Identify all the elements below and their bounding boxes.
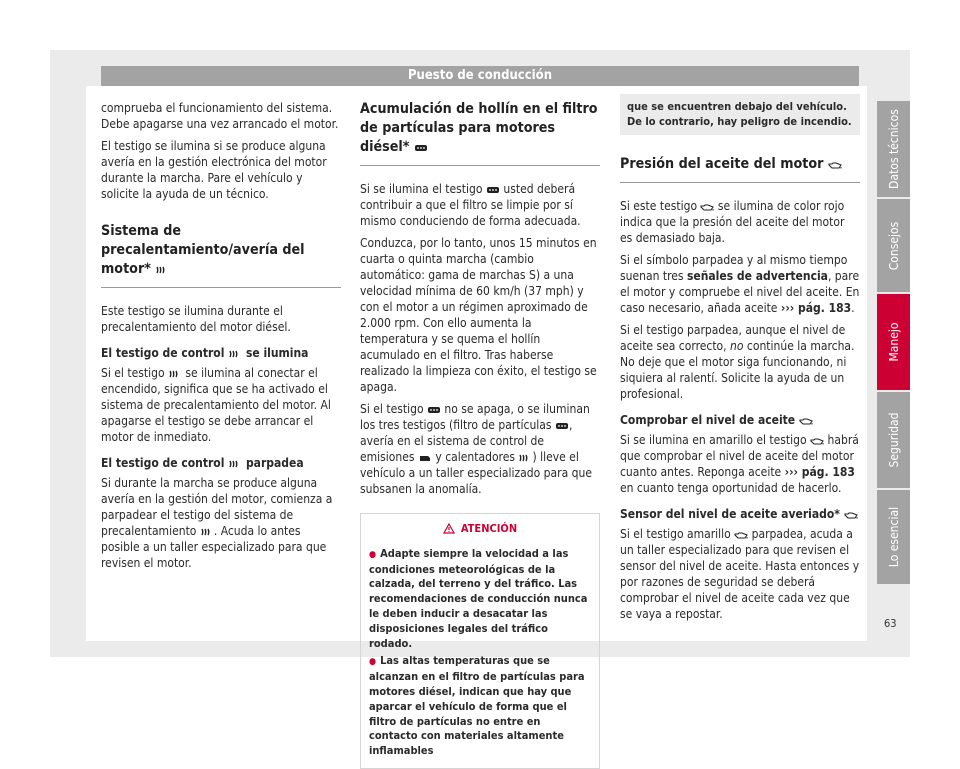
warning-continuation: que se encuentren debajo del vehículo. De lo contrario, hay peligro de incendio. bbox=[620, 94, 860, 135]
section-heading-soot: Acumulación de hollín en el filtro de partículas para motores diésel* bbox=[360, 100, 600, 166]
tab-datos-tecnicos[interactable]: Datos técnicos bbox=[877, 101, 910, 197]
oil-can-icon bbox=[810, 436, 824, 445]
paragraph: Si este testigo se ilumina de color rojo indica que la presión del aceite del motor es demasiado baja. bbox=[620, 199, 845, 245]
list-item: ● Las altas temperaturas que se alcanzan en el filtro de partículas para motores diésel, indican que hay que aparcar el vehículo de forma que el filtro de partículas no entre en contacto con materiales altamente inflamables bbox=[369, 654, 591, 759]
subheading-oil-sensor: Sensor del nivel de aceite averiado* bbox=[620, 506, 860, 522]
warning-box bbox=[360, 513, 600, 769]
page-reference-link[interactable]: ››› pág. 183 bbox=[780, 301, 852, 315]
page-header: Puesto de conducción bbox=[101, 66, 859, 86]
paragraph: comprueba el funcionamiento del sistema. Debe apagarse una vez arrancado el motor. bbox=[101, 101, 339, 131]
particle-filter-icon bbox=[486, 185, 500, 194]
subheading-flashing: El testigo de control parpadea bbox=[101, 456, 304, 470]
oil-can-icon bbox=[700, 202, 714, 211]
warning-title: ATENCIÓN bbox=[369, 522, 591, 539]
glow-plug-icon bbox=[228, 459, 242, 468]
warning-triangle-icon bbox=[443, 523, 455, 539]
paragraph: Si durante la marcha se produce alguna avería en la gestión del motor, comienza a parpadear el testigo del sistema de precalentamiento . Acuda lo antes posible a un taller especializado para que revisen el motor. bbox=[101, 476, 333, 570]
section-heading-preheating: Sistema de precalentamiento/avería del motor* bbox=[101, 222, 341, 288]
engine-icon bbox=[418, 453, 432, 462]
page-number: 63 bbox=[884, 617, 897, 630]
glow-plug-icon bbox=[518, 453, 532, 462]
paragraph: Este testigo se ilumina durante el precalentamiento del motor diésel. bbox=[101, 304, 291, 334]
subheading-lit: El testigo de control se ilumina bbox=[101, 346, 309, 360]
paragraph: Si el testigo amarillo parpadea, acuda a un taller especializado para que revisen el sensor del nivel de aceite. Hasta entonces y por razones de seguridad se deberá comprobar el nivel de aceite cada vez que se vaya a repostar. bbox=[620, 527, 860, 621]
particle-filter-icon bbox=[555, 421, 569, 430]
paragraph: Si se ilumina en amarillo el testigo habrá que comprobar el nivel de aceite del motor cuanto antes. Reponga aceite ››› pág. 183 en cuanto tenga oportunidad de hacerlo. bbox=[620, 433, 859, 495]
paragraph: Conduzca, por lo tanto, unos 15 minutos en cuarta o quinta marcha (cambio automático: gama de marchas S) a una velocidad mínima de 60 km/h (37 mph) y con el motor a un régimen aproximado de 2.000 rpm. Con ello aumenta la temperatura y se quema el hollín acumulado en el filtro. Tras haberse realizado la limpieza con éxito, el testigo se apaga. bbox=[360, 236, 597, 394]
list-item: ● Adapte siempre la velocidad a las condiciones meteorológicas de la calzada, del terreno y del tráfico. Las recomendaciones de conducción nunca le deben inducir a desacatar las disposiciones legales del tráfico rodado. bbox=[369, 547, 591, 652]
column-3 bbox=[620, 100, 860, 628]
oil-can-icon bbox=[734, 530, 748, 539]
subheading-check-oil: Comprobar el nivel de aceite bbox=[620, 412, 860, 428]
oil-can-icon bbox=[828, 160, 842, 169]
oil-can-icon bbox=[799, 416, 813, 425]
paragraph: Si el testigo no se apaga, o se iluminan los tres testigos (filtro de partículas , avería en el sistema de control de emisiones y calentadores ) lleve el vehículo a un taller especializado para que subsanen la anomalía. bbox=[360, 402, 592, 496]
paragraph: Si el testigo parpadea, aunque el nivel de aceite sea correcto, no continúe la marcha. No deje que el motor siga funcionando, ni siquiera al ralentí. Solicite la ayuda de un profesional. bbox=[620, 323, 855, 401]
paragraph: Si el testigo se ilumina al conectar el encendido, significa que se ha activado el sistema de precalentamiento del motor. Al apagarse el testigo se debe arrancar el motor de inmediato. bbox=[101, 366, 331, 444]
glow-plug-icon bbox=[200, 527, 214, 536]
oil-can-icon bbox=[844, 510, 858, 519]
paragraph: El testigo se ilumina si se produce alguna avería en la gestión electrónica del motor durante la marcha. Pare el vehículo y solicite la ayuda de un técnico. bbox=[101, 139, 327, 201]
glow-plug-icon bbox=[228, 349, 242, 358]
column-1 bbox=[101, 100, 341, 577]
paragraph: Si se ilumina el testigo usted deberá contribuir a que el filtro se limpie por sí mismo conduciendo de forma adecuada. bbox=[360, 182, 581, 228]
section-heading-oil: Presión del aceite del motor bbox=[620, 155, 860, 183]
tab-seguridad[interactable]: Seguridad bbox=[877, 392, 910, 488]
tab-lo-esencial[interactable]: Lo esencial bbox=[877, 490, 910, 584]
column-2 bbox=[360, 100, 600, 769]
particle-filter-icon bbox=[414, 143, 428, 152]
tab-consejos[interactable]: Consejos bbox=[877, 199, 910, 292]
paragraph: Si el símbolo parpadea y al mismo tiempo suenan tres señales de advertencia, pare el motor y compruebe el nivel del aceite. En caso necesario, añada aceite ››› pág. 183. bbox=[620, 253, 860, 315]
page-reference-link[interactable]: ››› pág. 183 bbox=[784, 465, 855, 479]
particle-filter-icon bbox=[427, 405, 441, 414]
glow-plug-icon bbox=[155, 265, 169, 274]
tab-manejo[interactable]: Manejo bbox=[877, 294, 910, 390]
glow-plug-icon bbox=[168, 369, 182, 378]
warning-list bbox=[369, 547, 591, 759]
